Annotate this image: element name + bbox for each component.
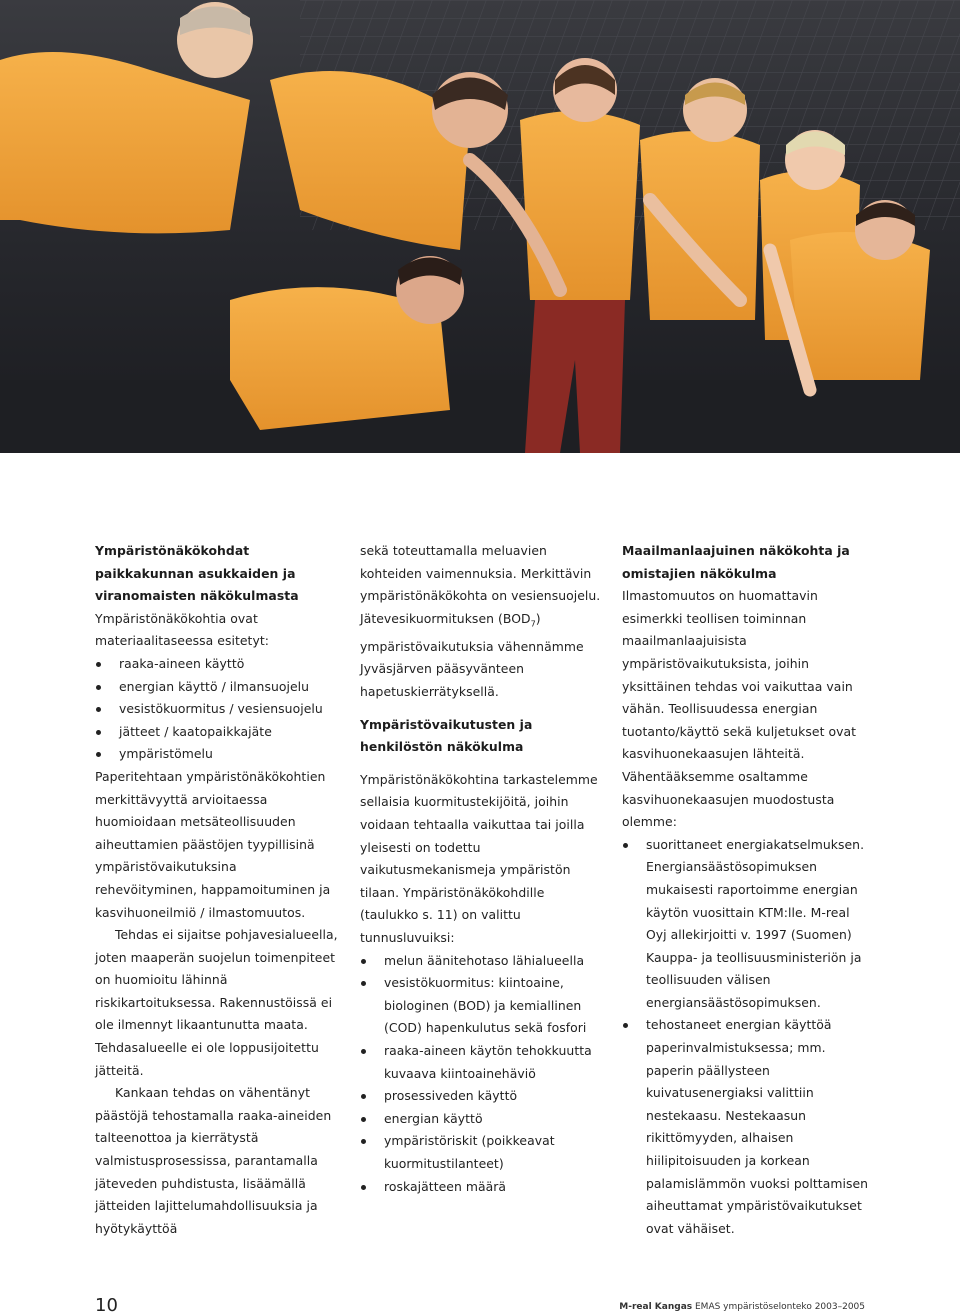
paragraph: Kankaan tehdas on vähentänyt päästöjä tehostamalla raaka-aineiden talteenottoa ja kierrätystä valmistusprosessissa, parantamalla jäteveden puhdistusta, lisäämällä jätteiden lajittelumahdollisuuksia ja hyötykäyttöä xyxy=(95,1085,332,1236)
footer-brand: M-real Kangas xyxy=(619,1302,693,1312)
paragraph: Ympäristönäkökohtina tarkastelemme sellaisia kuormitustekijöitä, joihin voidaan tehtaalla vaikuttaa tai joilla yleisesti on todettu vaikutusmekanismeja ympäristön tilaan. Ympäristönäkökohdille (taulukko s. 11) on valittu tunnusluvuiksi: xyxy=(360,771,598,945)
list-item: suorittaneet energiakatselmuksen. Energiansäästösopimuksen mukaisesti raportoimme energian käytön vuosittain KTM:lle. M-real Oyj allekirjoitti v. 1997 (Suomen) Kauppa- ja teollisuusministeriön ja teollisuuden välisen energiansäästösopimuksen. xyxy=(622,834,872,1015)
indicator-list xyxy=(360,950,605,1199)
paragraph xyxy=(360,540,605,704)
column-middle xyxy=(360,540,605,1198)
list-item: prosessiveden käyttö xyxy=(360,1085,605,1108)
section-heading-impacts: Ympäristövaikutusten ja henkilöstön näkökulma xyxy=(360,716,533,755)
list-item: vesistökuormitus: kiintoaine, biologinen (BOD) ja kemiallinen (COD) hapenkulutus sekä fosfori xyxy=(360,972,605,1040)
section-heading-global: Maailmanlaajuinen näkökohta ja omistajien näkökulma xyxy=(622,543,850,581)
list-item: jätteet / kaatopaikkajäte xyxy=(95,721,340,744)
list-item: tehostaneet energian käyttöä paperinvalmistuksessa; mm. paperin päällysteen kuivatusenergiaksi valittiin nestekaasu. Nestekaasun rikittömyyden, alhaisen hiilipitoisuuden ja korkean palamislämmön vuoksi polttamisen aiheuttamat ympäristövaikutukset ovat vähäiset. xyxy=(622,1014,872,1240)
paragraph: Tehdas ei sijaitse pohjavesialueella, joten maaperän suojelun toimenpiteet on huomioitu lähinnä riskikartoituksessa. Rakennustöissä ei ole ilmennyt likaantunutta maata. Tehdasalueelle ei ole loppusijoitettu jätteitä. xyxy=(95,927,338,1078)
footer-title: EMAS ympäristöselonteko 2003–2005 xyxy=(695,1302,865,1312)
column-right xyxy=(622,540,872,1240)
section-heading-local: Ympäristönäkökohdat paikkakunnan asukkaiden ja viranomaisten näkökulmasta xyxy=(95,543,299,604)
list-item: vesistökuormitus / vesiensuojelu xyxy=(95,698,340,721)
subscript: 7 xyxy=(530,619,536,629)
page-number: 10 xyxy=(95,1295,118,1316)
footer xyxy=(619,1302,865,1312)
team-photo xyxy=(0,0,960,453)
intro-text: Ympäristönäkökohtia ovat materiaalitaseessa esitetyt: xyxy=(95,610,269,649)
list-item: raaka-aineen käyttö xyxy=(95,653,340,676)
list-item: ympäristöriskit (poikkeavat kuormitustilanteet) xyxy=(360,1130,605,1175)
team-photo-illustration xyxy=(0,0,960,453)
paragraph: Paperitehtaan ympäristönäkökohtien merkittävyyttä arvioitaessa huomioidaan metsäteollisuuden aiheuttamien päästöjen tyypillisinä ympäristövaikutuksina rehevöityminen, happamoituminen ja kasvihuoneilmiö / ilmastomuutos. xyxy=(95,768,331,920)
paragraph-part: ) ympäristövaikutuksia vähennämme Jyväsjärven pääsyvänteen hapetuskierrätyksellä. xyxy=(360,610,584,700)
column-left xyxy=(95,540,340,1240)
paragraph-part: sekä toteuttamalla meluavien kohteiden vaimennuksia. Merkittävin ympäristönäkökohta on vesiensuojelu. Jätevesikuormituksen (BOD xyxy=(360,543,601,626)
list-item: melun äänitehotaso lähialueella xyxy=(360,950,605,973)
list-item: raaka-aineen käytön tehokkuutta kuvaava kiintoainehäviö xyxy=(360,1040,605,1085)
list-item: roskajätteen määrä xyxy=(360,1176,605,1199)
aspect-list xyxy=(95,653,340,766)
list-item: energian käyttö xyxy=(360,1108,605,1131)
list-item: ympäristömelu xyxy=(95,743,340,766)
paragraph: Ilmastomuutos on huomattavin esimerkki teollisen toiminnan maailmanlaajuisista ympäristövaikutuksista, joihin yksittäinen tehdas voi vaikuttaa vain vähän. Teollisuudessa energian tuotanto/käyttö sekä kuljetukset ovat kasvihuonekaasujen lähteitä. Vähentääksemme osaltamme kasvihuonekaasujen muodostusta olemme: xyxy=(622,588,857,830)
list-item: energian käyttö / ilmansuojelu xyxy=(95,676,340,699)
action-list xyxy=(622,834,872,1241)
